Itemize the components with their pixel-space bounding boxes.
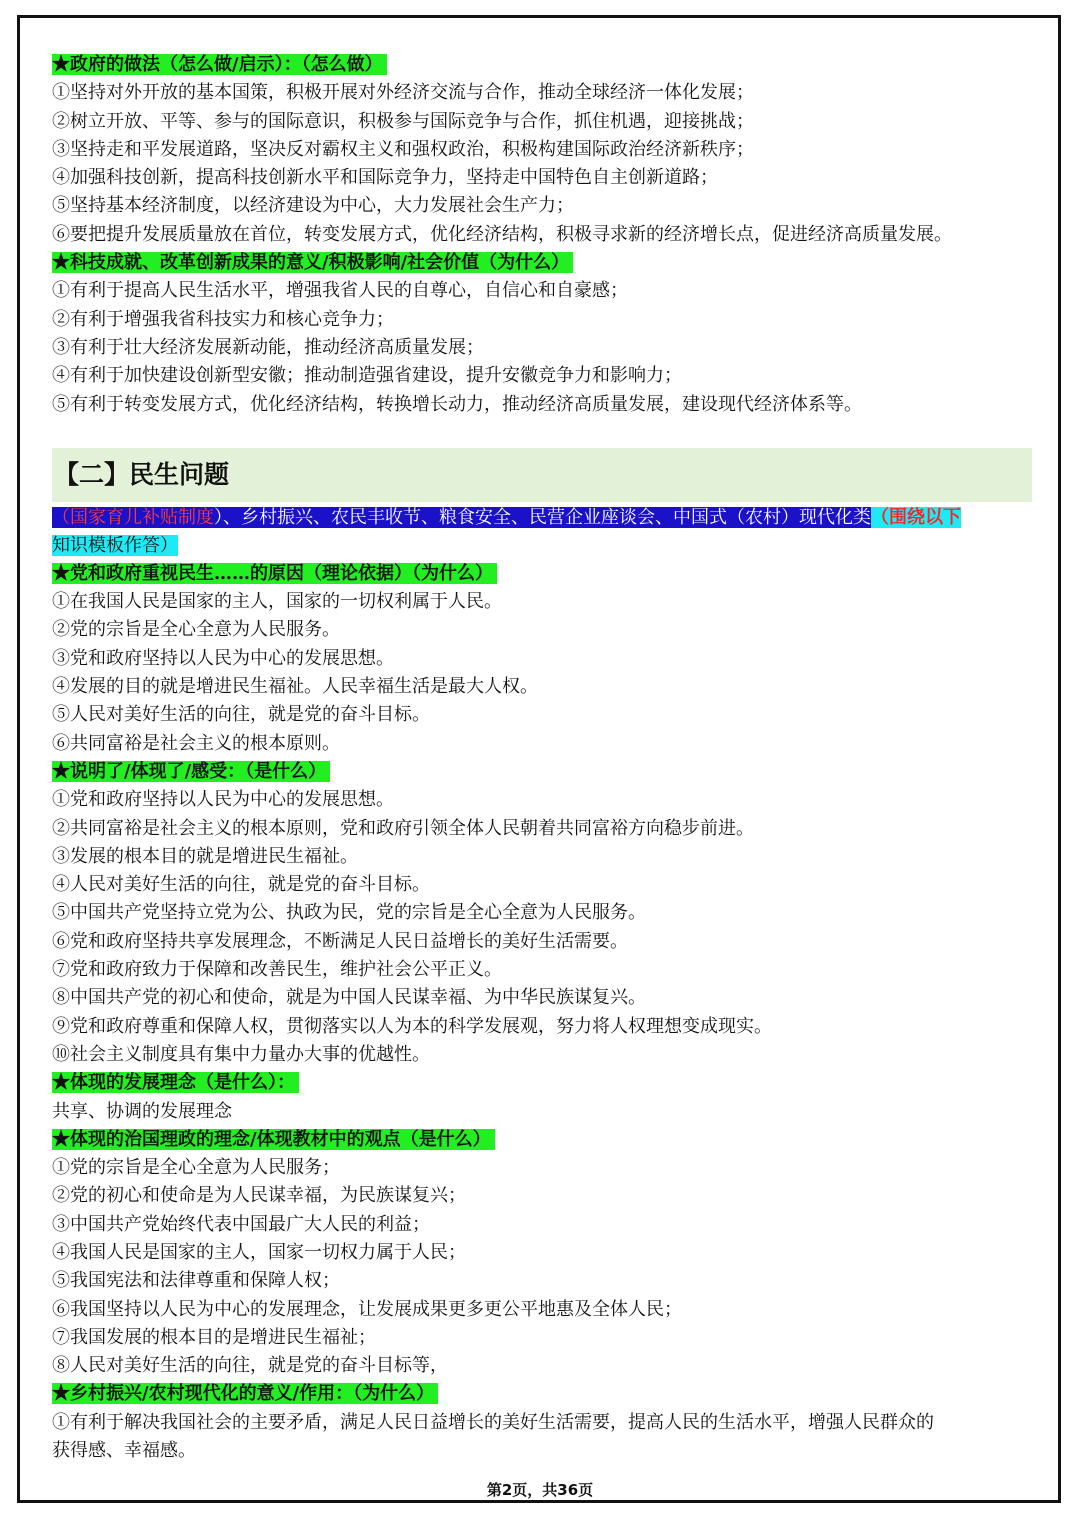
list-item: 共享、协调的发展理念 [52,1100,232,1122]
topic-list [52,504,1032,532]
list-item: ⑤坚持基本经济制度，以经济建设为中心，大力发展社会生产力； [52,195,574,217]
list-item: ④发展的目的就是增进民生福祉。人民幸福生活是最大人权。 [52,676,538,698]
list-item: ②共同富裕是社会主义的根本原则，党和政府引领全体人民朝着共同富裕方向稳步前进。 [52,817,754,839]
list-item: ②有利于增强我省科技实力和核心竞争力； [52,308,394,330]
list-item: ⑥要把提升发展质量放在首位，转变发展方式，优化经济结构，积极寻求新的经济增长点，促进经济高质量发展。 [52,223,952,245]
list-item: ②党的初心和使命是为人民谋幸福，为民族谋复兴； [52,1185,466,1207]
section-heading-reasons: ★党和政府重视民生……的原因（理论依据）（为什么） [52,560,1032,588]
list-item: ④有利于加快建设创新型安徽；推动制造强省建设，提升安徽竞争力和影响力； [52,365,682,387]
topic-highlight-cyan: 知识模板作答） [52,534,178,556]
list-item: ③发展的根本目的就是增进民生福祉。 [52,845,358,867]
spacer [52,419,1032,448]
section-heading-rural-revitalization: ★乡村振兴/农村现代化的意义/作用：（为什么） [52,1380,1032,1408]
list-item: ③党和政府坚持以人民为中心的发展思想。 [52,647,394,669]
list-item: ⑦党和政府致力于保障和改善民生，维护社会公平正义。 [52,959,502,981]
list-item: ④我国人民是国家的主人，国家一切权力属于人民； [52,1241,466,1263]
topic-highlight-cyan: （围绕以下 [871,506,961,528]
topic-red-text: 国家育儿补贴制度 [70,506,214,528]
list-item: ⑩社会主义制度具有集中力量办大事的优越性。 [52,1043,430,1065]
list-item: ①有利于提高人民生活水平，增强我省人民的自尊心，自信心和自豪感； [52,280,628,302]
topic-list-continued [52,532,1032,560]
list-item: ①坚持对外开放的基本国策，积极开展对外经济交流与合作，推动全球经济一体化发展； [52,82,754,104]
list-item: ④加强科技创新，提高科技创新水平和国际竞争力，坚持走中国特色自主创新道路； [52,167,718,189]
list-item: ③有利于壮大经济发展新动能，推动经济高质量发展； [52,336,484,358]
list-item: ③中国共产党始终代表中国最广大人民的利益； [52,1213,430,1235]
list-item: ①党和政府坚持以人民为中心的发展思想。 [52,789,394,811]
topic-highlight-blue: （国家育儿补贴制度）、乡村振兴、农民丰收节、粮食安全、民营企业座谈会、中国式（农村）现代化类 [52,506,871,528]
list-item: ③坚持走和平发展道路，坚决反对霸权主义和强权政治，积极构建国际政治经济新秩序； [52,138,754,160]
section-heading-government-actions: ★政府的做法（怎么做/启示）：（怎么做） [52,51,1032,79]
section-heading-governance: ★体现的治国理政的理念/体现教材中的观点（是什么） [52,1126,1032,1154]
list-item: 获得感、幸福感。 [52,1440,196,1462]
section-title-livelihood: 【二】民生问题 [52,448,1032,502]
section-heading-tech-significance: ★科技成就、改革创新成果的意义/积极影响/社会价值（为什么） [52,249,1032,277]
list-item: ⑤我国宪法和法律尊重和保障人权； [52,1270,340,1292]
list-item: ⑧人民对美好生活的向往，就是党的奋斗目标等， [52,1355,448,1377]
section-heading-reflects: ★说明了/体现了/感受：（是什么） [52,758,1032,786]
list-item: ⑨党和政府尊重和保障人权，贯彻落实以人为本的科学发展观，努力将人权理想变成现实。 [52,1015,772,1037]
list-item: ①有利于解决我国社会的主要矛盾，满足人民日益增长的美好生活需要，提高人民的生活水平，增强人民群众的 [52,1411,934,1433]
list-item: ②党的宗旨是全心全意为人民服务。 [52,619,340,641]
list-item: ①在我国人民是国家的主人，国家的一切权利属于人民。 [52,591,502,613]
document-body [52,51,1032,1465]
list-item: ④人民对美好生活的向往，就是党的奋斗目标。 [52,874,430,896]
list-item: ⑧中国共产党的初心和使命，就是为中国人民谋幸福、为中华民族谋复兴。 [52,987,646,1009]
section-heading-development-concept: ★体现的发展理念（是什么）： [52,1069,1032,1097]
list-item: ⑥党和政府坚持共享发展理念，不断满足人民日益增长的美好生活需要。 [52,930,628,952]
list-item: ①党的宗旨是全心全意为人民服务； [52,1157,340,1179]
list-item: ⑤人民对美好生活的向往，就是党的奋斗目标。 [52,704,430,726]
list-item: ⑦我国发展的根本目的是增进民生福祉； [52,1326,376,1348]
list-item: ⑤中国共产党坚持立党为公、执政为民，党的宗旨是全心全意为人民服务。 [52,902,646,924]
list-item: ②树立开放、平等、参与的国际意识，积极参与国际竞争与合作，抓住机遇，迎接挑战； [52,110,754,132]
list-item: ⑥我国坚持以人民为中心的发展理念，让发展成果更多更公平地惠及全体人民； [52,1298,682,1320]
page-number: 第2页，共36页 [486,1481,594,1499]
list-item: ⑤有利于转变发展方式，优化经济结构，转换增长动力，推动经济高质量发展，建设现代经济体系等。 [52,393,862,415]
list-item: ⑥共同富裕是社会主义的根本原则。 [52,732,340,754]
